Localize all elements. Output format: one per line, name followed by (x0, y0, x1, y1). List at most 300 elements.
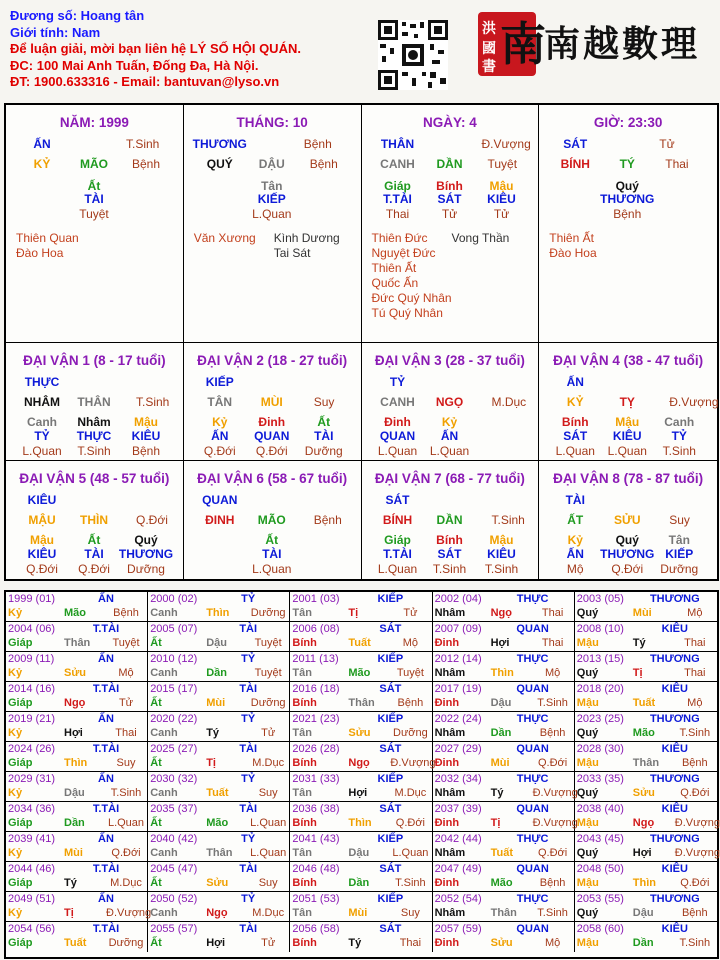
year-god: T.TÀI (92, 683, 120, 695)
year-cell (575, 742, 717, 772)
pillar-god: THÂN (380, 137, 415, 151)
year-god: QUAN (516, 863, 549, 875)
year-can: Giáp (8, 817, 33, 829)
year-can: Nhâm (434, 907, 466, 919)
year-cell (433, 622, 575, 652)
year-stage: Mộ (402, 637, 419, 649)
hidden-stage: Mộ (566, 562, 584, 576)
dai-van-title: ĐẠI VẬN 7 (68 - 77 tuổi) (374, 471, 525, 486)
year-god: TÀI (239, 683, 258, 695)
year-stage: M.Dục (394, 787, 427, 799)
year-chi: Thìn (206, 607, 230, 619)
hidden-god: TÀI (314, 429, 334, 443)
hidden-can: Giáp (384, 533, 411, 547)
year-cell (290, 892, 432, 922)
year-god: T.TÀI (92, 923, 120, 935)
year-label: 2003 (05) (576, 593, 624, 605)
year-stage: Tuyệt (112, 637, 140, 649)
year-label: 2028 (30) (576, 743, 624, 755)
year-can: Bính (292, 817, 317, 829)
hidden-god: QUAN (254, 429, 290, 443)
pillar-chi: TÝ (619, 157, 635, 171)
year-can: Tân (292, 667, 312, 679)
year-chi: Tý (348, 937, 362, 949)
pillar-can: QUÝ (206, 157, 233, 171)
year-chi: Thìn (64, 757, 88, 769)
pillar-stage: Bệnh (309, 157, 338, 171)
year-can: Đinh (434, 757, 460, 769)
year-cell (148, 652, 290, 682)
year-can: Quý (576, 907, 599, 919)
year-stage: Tử (403, 607, 418, 619)
hidden-can: Tân (261, 179, 283, 193)
year-god: ẤN (98, 653, 114, 665)
year-label: 2005 (07) (150, 623, 198, 635)
year-chi: Thân (64, 637, 91, 649)
year-chi: Hợi (348, 787, 368, 799)
dai-van-stage: T.Sinh (136, 395, 170, 409)
hidden-god: TỶ (34, 429, 50, 443)
year-stage: Suy (400, 907, 420, 919)
year-stage: Đ.Vượng (532, 787, 578, 799)
year-label: 2036 (38) (292, 803, 340, 815)
year-cell (433, 832, 575, 862)
year-can: Tân (292, 607, 312, 619)
year-label: 2030 (32) (150, 773, 198, 785)
hidden-god: THƯƠNG (600, 547, 655, 561)
year-chi: Dần (64, 817, 85, 829)
year-cell (148, 922, 290, 952)
year-god: SÁT (379, 863, 402, 875)
year-cell (6, 862, 148, 892)
dai-van-stage: Bệnh (313, 513, 342, 527)
hidden-can: Mậu (134, 415, 158, 429)
year-stage: Suy (258, 877, 278, 889)
year-god: ẤN (98, 893, 114, 905)
year-label: 2011 (13) (292, 653, 339, 665)
year-cell (148, 622, 290, 652)
year-cell (575, 622, 717, 652)
year-label: 2017 (19) (434, 683, 482, 695)
year-god: SÁT (379, 623, 402, 635)
year-can: Canh (150, 847, 178, 859)
hidden-god: KIÊU (27, 547, 57, 561)
year-stage: Tử (261, 727, 276, 739)
year-label: 2023 (25) (576, 713, 624, 725)
phone-email-line: ĐT: 1900.633316 - Email: bantuvan@lyso.vn (10, 74, 280, 89)
year-can: Nhâm (434, 787, 466, 799)
year-label: 2033 (35) (576, 773, 624, 785)
year-god: KIÊU (661, 863, 688, 875)
dai-van-cell (539, 461, 717, 579)
hidden-can: Quý (615, 533, 639, 547)
logo: 南越數理 (544, 23, 701, 65)
year-chi: Dậu (64, 787, 85, 799)
year-chi: Thân (348, 697, 375, 709)
year-label: 2058 (60) (576, 923, 624, 935)
year-can: Ất (150, 757, 162, 769)
pillar-can-stage: Bệnh (303, 137, 332, 151)
hidden-stage: L.Quan (252, 562, 292, 576)
year-stage: Q.Đới (395, 817, 425, 829)
year-label: 2048 (50) (576, 863, 624, 875)
hidden-god: TÀI (84, 192, 104, 206)
year-chi: Hợi (64, 727, 83, 739)
pillar-god: ẤN (33, 137, 51, 151)
star-left: Nguyệt Đức (371, 246, 436, 260)
hidden-can: Giáp (384, 179, 411, 193)
year-chi: Thìn (348, 817, 372, 829)
year-god: THƯƠNG (649, 833, 700, 845)
year-god: ẤN (98, 833, 114, 845)
hidden-can: Bính (436, 179, 463, 193)
hidden-can: Ất (87, 179, 101, 193)
year-can: Mậu (576, 937, 599, 949)
year-god: TỶ (241, 893, 256, 905)
dai-van-title: ĐẠI VẬN 2 (18 - 27 tuổi) (197, 353, 348, 368)
dai-van-chi: MÃO (257, 513, 286, 527)
year-cell (6, 652, 148, 682)
pillar-chi: MÃO (80, 157, 108, 171)
year-stage: Tuyệt (254, 637, 282, 649)
dai-van-stage: Q.Đới (136, 513, 168, 527)
year-cell (433, 892, 575, 922)
dai-van-god: QUAN (202, 493, 238, 507)
year-stage: M.Dục (110, 877, 142, 889)
stamp-big-char: 南 (500, 17, 546, 71)
year-can: Tân (292, 847, 312, 859)
year-god: TỶ (241, 713, 256, 725)
hidden-stage: Q.Đới (26, 562, 58, 576)
year-can: Nhâm (434, 727, 466, 739)
year-can: Nhâm (434, 667, 466, 679)
year-stage: Suy (116, 757, 136, 769)
year-label: 2001 (03) (292, 593, 340, 605)
dai-van-chi: NGỌ (435, 395, 464, 409)
year-label: 2031 (33) (292, 773, 340, 785)
year-stage: Bệnh (397, 697, 424, 709)
year-cell (575, 712, 717, 742)
year-chi: Mùi (206, 697, 226, 709)
year-can: Quý (576, 667, 599, 679)
year-can: Ất (150, 937, 162, 949)
year-stage: Mộ (544, 937, 561, 949)
year-chi: Dậu (348, 847, 370, 859)
dai-van-god: TÀI (565, 493, 585, 507)
hidden-stage: L.Quan (22, 444, 62, 458)
pillar-cell (362, 105, 540, 343)
year-cell (575, 862, 717, 892)
year-stage: Q.Đới (680, 877, 710, 889)
year-can: Kỷ (8, 907, 23, 919)
hidden-stage: Dưỡng (304, 444, 343, 458)
year-cell (433, 652, 575, 682)
year-chi: Dậu (632, 907, 654, 919)
year-stage: Tử (261, 937, 276, 949)
hidden-can: Đinh (258, 415, 286, 429)
pillar-stage: Thai (665, 157, 689, 171)
year-cell (290, 682, 432, 712)
year-cell (148, 712, 290, 742)
year-god: TÀI (239, 803, 258, 815)
year-god: SÁT (379, 923, 402, 935)
year-stage: Bệnh (113, 607, 139, 619)
hidden-can: Bính (436, 533, 463, 547)
year-chi: Mùi (64, 847, 83, 859)
year-label: 2047 (49) (434, 863, 482, 875)
year-can: Quý (576, 847, 599, 859)
year-stage: Đ.Vượng (674, 847, 720, 859)
year-stage: Mộ (544, 667, 561, 679)
dai-van-can: KỶ (566, 395, 584, 409)
year-chi: Thân (632, 757, 660, 769)
year-label: 2026 (28) (292, 743, 340, 755)
year-cell (290, 622, 432, 652)
hidden-stage: Q.Đới (203, 444, 236, 458)
contact-line: Để luận giải, mời bạn liên hệ LÝ SỐ HỘI QUÁN. (10, 41, 301, 56)
year-can: Giáp (8, 637, 33, 649)
year-can: Quý (576, 607, 599, 619)
hidden-stage: T.Sinh (662, 444, 696, 458)
pillar-title: NGÀY: 4 (422, 115, 477, 130)
year-god: ẤN (98, 593, 114, 605)
year-can: Bính (292, 697, 317, 709)
star-right: Kình Dương (273, 231, 340, 245)
owner-label: Đương số: (10, 8, 78, 23)
year-chi: Ngọ (632, 817, 655, 829)
year-stage: Đ.Vượng (390, 757, 436, 769)
year-can: Bính (292, 877, 317, 889)
year-stage: L.Quan (392, 847, 429, 859)
year-chi: Dần (632, 937, 654, 949)
pillar-cell (539, 105, 717, 343)
year-label: 2052 (54) (434, 893, 482, 905)
dai-van-title: ĐẠI VẬN 1 (8 - 17 tuổi) (23, 353, 166, 368)
year-cell (575, 922, 717, 952)
hidden-god: KIÊU (612, 429, 642, 443)
year-can: Đinh (434, 817, 460, 829)
year-cell (575, 802, 720, 832)
year-chi: Sửu (632, 787, 655, 799)
year-cell (290, 862, 432, 892)
year-chi: Thân (206, 847, 233, 859)
dai-van-can: CANH (380, 395, 415, 409)
year-can: Kỷ (8, 847, 23, 859)
year-cell (6, 742, 148, 772)
hidden-god: TÀI (262, 547, 282, 561)
year-god: KIẾP (377, 833, 404, 845)
year-label: 2055 (57) (150, 923, 198, 935)
year-label: 2050 (52) (150, 893, 198, 905)
dai-van-god: KIÊU (27, 493, 57, 507)
pillar-god: THƯƠNG (192, 137, 247, 151)
year-stage: T.Sinh (110, 787, 142, 799)
seal-stamp: 南 洪 國 書 (478, 12, 536, 76)
year-chi: Mão (64, 607, 86, 619)
year-cell (575, 592, 717, 622)
year-chi: Thìn (632, 877, 657, 889)
year-label: 2012 (14) (434, 653, 482, 665)
dai-van-chi: MÙI (260, 395, 283, 409)
year-god: KIẾP (377, 593, 404, 605)
year-cell (433, 592, 575, 622)
dai-van-chi: SỬU (613, 513, 641, 527)
year-can: Giáp (8, 697, 33, 709)
year-chi: Dần (348, 877, 370, 889)
year-cell (290, 712, 432, 742)
year-stage: Đ.Vượng (532, 817, 578, 829)
year-can: Giáp (8, 877, 33, 889)
hidden-can: Quý (134, 533, 158, 547)
dai-van-title: ĐẠI VẬN 3 (28 - 37 tuổi) (374, 353, 525, 368)
year-label: 2025 (27) (150, 743, 198, 755)
hidden-god: ẤN (211, 429, 229, 443)
year-label: 2014 (16) (8, 683, 56, 695)
year-stage: Bệnh (539, 727, 566, 739)
year-chi: Tý (632, 637, 646, 649)
year-label: 2016 (18) (292, 683, 340, 695)
year-stage: Bệnh (681, 907, 708, 919)
year-stage: Q.Đới (111, 847, 141, 859)
year-label: 2042 (44) (434, 833, 482, 845)
year-stage: Q.Đới (537, 847, 568, 859)
hidden-can: Đinh (384, 415, 411, 429)
hidden-stage: Dưỡng (660, 562, 699, 576)
hidden-can: Mậu (489, 533, 514, 547)
pillar-chi: DẬU (258, 157, 285, 171)
star-left: Quốc Ấn (371, 276, 419, 290)
hidden-stage: T.Sinh (432, 562, 467, 576)
year-chi: Tuất (632, 697, 656, 709)
year-chi: Sửu (348, 727, 371, 739)
year-stage: Đ.Vượng (106, 907, 152, 919)
year-cell (6, 712, 148, 742)
dai-van-chi: THÂN (77, 395, 111, 409)
dai-van-god: SÁT (385, 493, 410, 507)
year-stage: Thai (115, 727, 137, 739)
dai-van-stage: Suy (313, 395, 335, 409)
year-cell (575, 682, 717, 712)
year-can: Bính (292, 937, 317, 949)
year-god: TỶ (241, 833, 256, 845)
hidden-stage: T.Sinh (77, 444, 111, 458)
year-cell (433, 682, 575, 712)
year-cell (433, 802, 578, 832)
year-label: 2032 (34) (434, 773, 482, 785)
star-left: Đào Hoa (549, 246, 597, 260)
hidden-stage: Bệnh (613, 207, 642, 221)
year-stage: Tử (118, 697, 134, 709)
year-stage: T.Sinh (395, 877, 426, 889)
hidden-can: Ất (317, 415, 331, 429)
year-stage: T.Sinh (537, 907, 568, 919)
pillar-stage: Bệnh (132, 157, 161, 171)
year-cell (6, 922, 148, 952)
year-god: TỶ (241, 773, 256, 785)
year-label: 2044 (46) (8, 863, 56, 875)
year-god: THỰC (516, 773, 549, 785)
year-can: Ất (150, 817, 162, 829)
hidden-god: KIÊU (131, 429, 161, 443)
year-stage: L.Quan (107, 817, 145, 829)
year-god: KIÊU (661, 683, 688, 695)
year-cell (575, 772, 717, 802)
year-god: THỰC (516, 833, 549, 845)
star-left: Thiên Ất (371, 261, 417, 275)
year-stage: T.Sinh (537, 697, 568, 709)
dai-van-cell (6, 461, 184, 579)
year-label: 2029 (31) (8, 773, 56, 785)
year-god: KIẾP (377, 713, 404, 725)
year-can: Tân (292, 727, 312, 739)
year-can: Quý (576, 787, 599, 799)
year-god: KIẾP (377, 773, 404, 785)
hidden-can: Canh (27, 415, 57, 429)
year-stage: Thai (541, 637, 564, 649)
year-god: THỰC (516, 653, 549, 665)
hidden-stage: L.Quan (607, 444, 647, 458)
hidden-god: ẤN (440, 429, 459, 443)
star-left: Thiên Đức (371, 231, 428, 245)
dai-van-stage: T.Sinh (491, 513, 525, 527)
year-chi: Ngọ (348, 757, 370, 769)
year-cell (575, 832, 720, 862)
year-stage: Mộ (687, 607, 703, 619)
year-god: THƯƠNG (649, 653, 700, 665)
pillar-title: NĂM: 1999 (59, 115, 129, 130)
year-chi: Tuất (206, 787, 229, 799)
year-chi: Mùi (348, 907, 368, 919)
hidden-can: Kỷ (567, 533, 583, 547)
hidden-can: Nhâm (77, 415, 111, 429)
chart-panel (4, 103, 719, 581)
year-cell (575, 892, 717, 922)
year-label: 2034 (36) (8, 803, 56, 815)
hidden-god: SÁT (437, 192, 462, 206)
year-cell (148, 772, 290, 802)
year-can: Canh (150, 907, 178, 919)
year-god: QUAN (516, 743, 549, 755)
year-stage: L.Quan (250, 847, 287, 859)
dai-van-title: ĐẠI VẬN 5 (48 - 57 tuổi) (19, 471, 170, 486)
year-god: KIÊU (661, 623, 688, 635)
dai-van-stage: M.Dục (491, 395, 527, 409)
year-can: Đinh (434, 877, 460, 889)
year-cell (6, 832, 148, 862)
year-can: Tân (292, 787, 312, 799)
hidden-stage: Q.Đới (78, 562, 110, 576)
year-can: Kỷ (8, 727, 23, 739)
dai-van-title: ĐẠI VẬN 8 (78 - 87 tuổi) (553, 471, 704, 486)
year-label: 2018 (20) (576, 683, 624, 695)
pillar-can-stage: T.Sinh (126, 137, 160, 151)
dai-van-can: ĐINH (205, 513, 235, 527)
year-god: SÁT (379, 683, 402, 695)
year-cell (290, 742, 436, 772)
year-chi: Sửu (490, 937, 513, 949)
year-label: 2009 (11) (8, 653, 55, 665)
year-god: TÀI (239, 923, 258, 935)
year-chi: Hợi (206, 937, 226, 949)
year-label: 2024 (26) (8, 743, 56, 755)
dai-van-god: ẤN (566, 375, 584, 389)
year-chi: Dần (490, 727, 512, 739)
hidden-can: Ất (265, 533, 279, 547)
year-can: Canh (150, 787, 178, 799)
year-can: Kỷ (8, 667, 23, 679)
year-chi: Mùi (632, 607, 652, 619)
year-god: TÀI (239, 623, 258, 635)
